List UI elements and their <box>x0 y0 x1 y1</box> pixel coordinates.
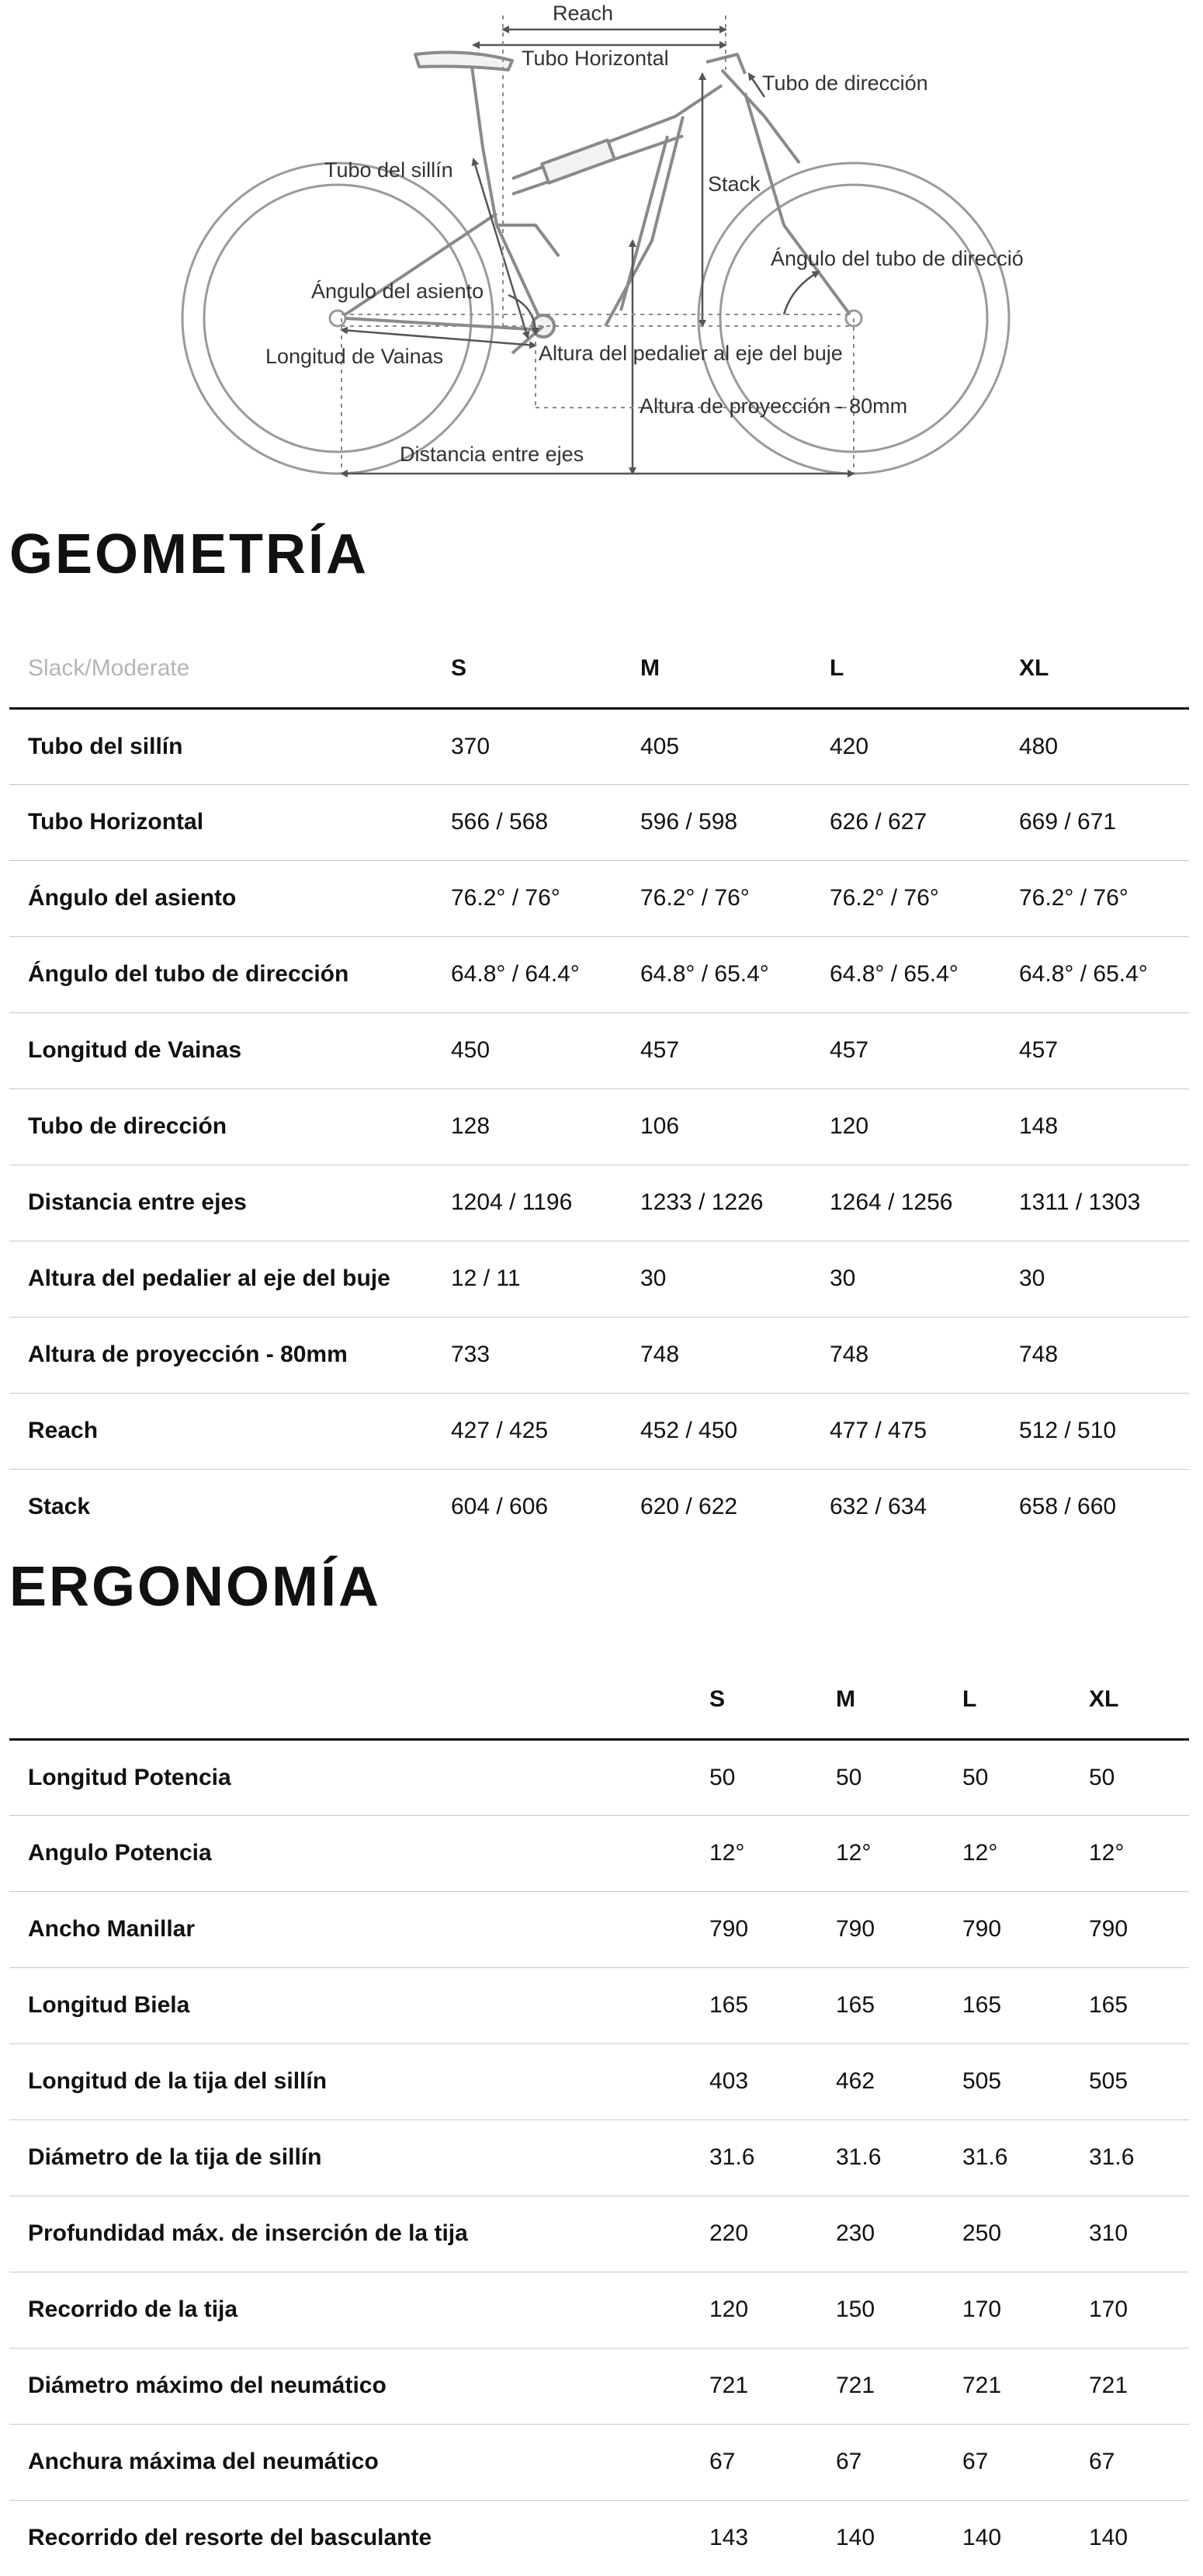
table-row <box>9 2348 1189 2424</box>
size-value: 12° <box>944 1815 1070 1891</box>
size-header: L <box>811 630 1000 708</box>
size-value: 420 <box>830 733 869 759</box>
geometry-title: GEOMETRÍA <box>9 523 369 585</box>
geometry-table-body <box>9 708 1189 1545</box>
ergonomics-table-body <box>9 1739 1189 2576</box>
size-value: 31.6 <box>944 2119 1070 2196</box>
row-label: Anchura máxima del neumático <box>9 2424 691 2500</box>
label-stand-over: Altura de proyección - 80mm <box>640 394 908 418</box>
size-header: S <box>432 630 622 708</box>
size-value: 1264 / 1256 <box>811 1165 1000 1241</box>
size-value: 790 <box>944 1891 1070 1967</box>
size-value: 67 <box>691 2424 817 2500</box>
size-value: 31.6 <box>817 2119 944 2196</box>
row-label: Distancia entre ejes <box>9 1165 432 1241</box>
table-row <box>9 2500 1189 2576</box>
label-wheelbase: Distancia entre ejes <box>400 443 584 466</box>
size-value: 30 <box>622 1241 811 1317</box>
size-value: 64.8° / 64.4° <box>432 936 622 1012</box>
size-value: 505 <box>1070 2043 1189 2119</box>
size-value: 748 <box>811 1317 1000 1393</box>
size-value: 477 / 475 <box>811 1393 1000 1469</box>
table-row <box>9 1317 1189 1393</box>
size-header: S <box>691 1661 817 1739</box>
row-label: Altura de proyección - 80mm <box>9 1317 432 1393</box>
table-row <box>9 1815 1189 1891</box>
row-label: Altura del pedalier al eje del buje <box>9 1241 432 1317</box>
size-value: 64.8° / 65.4° <box>811 936 1000 1012</box>
size-value: 721 <box>1070 2348 1189 2424</box>
size-value: 170 <box>944 2272 1070 2348</box>
size-value: 748 <box>622 1317 811 1393</box>
size-value: 140 <box>817 2500 944 2576</box>
table-row <box>9 1393 1189 1469</box>
table-row <box>9 708 1189 784</box>
size-value: 669 / 671 <box>1000 784 1189 860</box>
size-value: 370 <box>451 733 491 759</box>
size-value: 50 <box>709 1764 736 1790</box>
size-header: M <box>817 1661 944 1739</box>
size-header: XL <box>1070 1661 1189 1739</box>
size-value: 30 <box>811 1241 1000 1317</box>
label-head-tube: Tubo de dirección <box>762 71 928 95</box>
row-label: Angulo Potencia <box>9 1815 691 1891</box>
size-value: 480 <box>1019 733 1059 759</box>
row-label: Ángulo del asiento <box>9 860 432 936</box>
table-row <box>9 1967 1189 2043</box>
size-value: 143 <box>691 2500 817 2576</box>
table-row <box>9 860 1189 936</box>
ergonomics-corner-label <box>9 1661 691 1739</box>
bike-geometry-svg <box>0 0 1203 489</box>
size-header: M <box>622 630 811 708</box>
geometry-table <box>9 630 1189 1545</box>
row-label: Diámetro máximo del neumático <box>9 2348 691 2424</box>
size-value: 632 / 634 <box>811 1469 1000 1545</box>
table-row <box>9 1165 1189 1241</box>
size-value: 150 <box>817 2272 944 2348</box>
table-row <box>9 2196 1189 2272</box>
size-value: 12° <box>1070 1815 1189 1891</box>
size-value: 50 <box>836 1764 862 1790</box>
table-row <box>9 1088 1189 1165</box>
size-value: 120 <box>691 2272 817 2348</box>
size-value: 658 / 660 <box>1000 1469 1189 1545</box>
size-value: 457 <box>811 1012 1000 1088</box>
row-label: Profundidad máx. de inserción de la tija <box>9 2196 691 2272</box>
size-value: 50 <box>962 1764 989 1790</box>
row-label: Reach <box>9 1393 432 1469</box>
size-value: 452 / 450 <box>622 1393 811 1469</box>
size-value: 427 / 425 <box>432 1393 622 1469</box>
row-label: Longitud Potencia <box>28 1764 231 1790</box>
table-row <box>9 1739 1189 1815</box>
size-value: 64.8° / 65.4° <box>1000 936 1189 1012</box>
row-label: Tubo Horizontal <box>9 784 432 860</box>
size-value: 790 <box>691 1891 817 1967</box>
size-value: 148 <box>1000 1088 1189 1165</box>
size-value: 31.6 <box>691 2119 817 2196</box>
size-value: 30 <box>1000 1241 1189 1317</box>
size-value: 1204 / 1196 <box>432 1165 622 1241</box>
size-value: 403 <box>691 2043 817 2119</box>
size-value: 128 <box>432 1088 622 1165</box>
table-row <box>9 936 1189 1012</box>
table-row <box>9 1241 1189 1317</box>
size-value: 165 <box>691 1967 817 2043</box>
size-value: 310 <box>1070 2196 1189 2272</box>
geometry-header-row <box>9 630 1189 708</box>
ergonomics-header-row <box>9 1661 1189 1739</box>
size-value: 450 <box>432 1012 622 1088</box>
diagram-labels <box>265 2 1024 466</box>
ergonomics-table <box>9 1661 1189 2576</box>
size-value: 721 <box>944 2348 1070 2424</box>
size-value: 165 <box>1070 1967 1189 2043</box>
label-chainstay: Longitud de Vainas <box>265 345 444 368</box>
table-row <box>9 1012 1189 1088</box>
size-value: 230 <box>817 2196 944 2272</box>
label-seat-angle: Ángulo del asiento <box>311 279 484 303</box>
row-label: Longitud de la tija del sillín <box>9 2043 691 2119</box>
table-row <box>9 2424 1189 2500</box>
row-label: Diámetro de la tija de sillín <box>9 2119 691 2196</box>
size-value: 12 / 11 <box>432 1241 622 1317</box>
table-row <box>9 1469 1189 1545</box>
table-row <box>9 2119 1189 2196</box>
geometry-corner-label: Slack/Moderate <box>9 630 432 708</box>
row-label: Longitud Biela <box>9 1967 691 2043</box>
size-value: 170 <box>1070 2272 1189 2348</box>
size-value: 64.8° / 65.4° <box>622 936 811 1012</box>
size-value: 76.2° / 76° <box>811 860 1000 936</box>
size-value: 1233 / 1226 <box>622 1165 811 1241</box>
rear-wheel <box>182 163 493 474</box>
size-value: 12° <box>817 1815 944 1891</box>
ergonomics-title: ERGONOMÍA <box>9 1556 382 1618</box>
size-header: L <box>944 1661 1070 1739</box>
label-top-tube: Tubo Horizontal <box>522 47 669 70</box>
label-stack: Stack <box>708 172 761 196</box>
table-row <box>9 2272 1189 2348</box>
size-value: 1311 / 1303 <box>1000 1165 1189 1241</box>
size-value: 626 / 627 <box>811 784 1000 860</box>
size-value: 721 <box>817 2348 944 2424</box>
size-value: 462 <box>817 2043 944 2119</box>
size-value: 165 <box>944 1967 1070 2043</box>
bike-geometry-diagram <box>0 0 1203 489</box>
label-seat-tube: Tubo del sillín <box>324 158 453 182</box>
table-row <box>9 1891 1189 1967</box>
row-label: Recorrido del resorte del basculante <box>9 2500 691 2576</box>
label-head-angle: Ángulo del tubo de direcció <box>771 247 1024 270</box>
size-value: 566 / 568 <box>432 784 622 860</box>
size-value: 721 <box>691 2348 817 2424</box>
label-reach: Reach <box>553 2 614 25</box>
size-value: 140 <box>1070 2500 1189 2576</box>
size-value: 505 <box>944 2043 1070 2119</box>
size-value: 140 <box>944 2500 1070 2576</box>
row-label: Recorrido de la tija <box>9 2272 691 2348</box>
size-value: 250 <box>944 2196 1070 2272</box>
row-label: Longitud de Vainas <box>9 1012 432 1088</box>
size-header: XL <box>1000 630 1189 708</box>
size-value: 790 <box>817 1891 944 1967</box>
table-row <box>9 2043 1189 2119</box>
row-label: Ancho Manillar <box>9 1891 691 1967</box>
size-value: 67 <box>1070 2424 1189 2500</box>
row-label: Ángulo del tubo de dirección <box>9 936 432 1012</box>
size-value: 12° <box>691 1815 817 1891</box>
size-value: 76.2° / 76° <box>622 860 811 936</box>
size-value: 457 <box>622 1012 811 1088</box>
row-label: Tubo de dirección <box>9 1088 432 1165</box>
size-value: 106 <box>622 1088 811 1165</box>
size-value: 405 <box>640 733 680 759</box>
size-value: 596 / 598 <box>622 784 811 860</box>
size-value: 604 / 606 <box>432 1469 622 1545</box>
size-value: 733 <box>432 1317 622 1393</box>
size-value: 748 <box>1000 1317 1189 1393</box>
table-row <box>9 784 1189 860</box>
size-value: 76.2° / 76° <box>1000 860 1189 936</box>
size-value: 50 <box>1089 1764 1115 1790</box>
label-bb-drop: Altura del pedalier al eje del buje <box>539 342 843 365</box>
row-label: Tubo del sillín <box>28 733 183 759</box>
size-value: 620 / 622 <box>622 1469 811 1545</box>
size-value: 67 <box>944 2424 1070 2500</box>
size-value: 220 <box>691 2196 817 2272</box>
row-label: Stack <box>9 1469 432 1545</box>
size-value: 31.6 <box>1070 2119 1189 2196</box>
size-value: 76.2° / 76° <box>432 860 622 936</box>
size-value: 512 / 510 <box>1000 1393 1189 1469</box>
size-value: 457 <box>1000 1012 1189 1088</box>
bike-frame <box>345 52 850 353</box>
size-value: 120 <box>811 1088 1000 1165</box>
size-value: 67 <box>817 2424 944 2500</box>
size-value: 165 <box>817 1967 944 2043</box>
size-value: 790 <box>1070 1891 1189 1967</box>
